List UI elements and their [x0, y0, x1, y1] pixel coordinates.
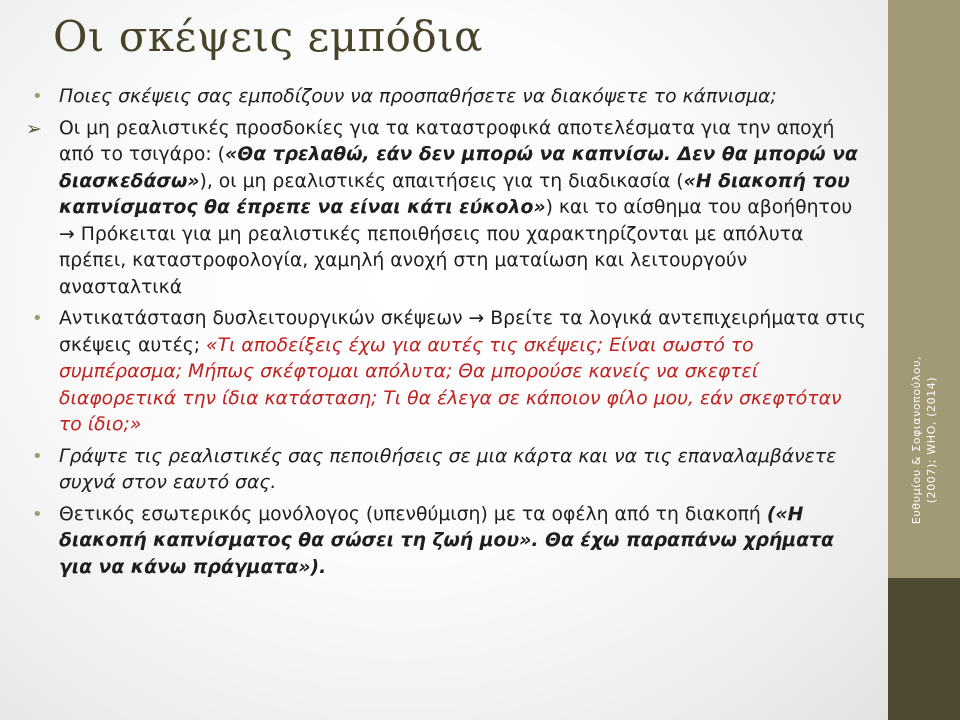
bullet-item-3: [30, 306, 870, 439]
sidebar-accent-dark: [888, 578, 960, 720]
bullet-text: [59, 306, 870, 439]
bullet-item-1: [30, 84, 870, 111]
bullet-text: [59, 116, 870, 302]
text-segment: Οι μη ρεαλιστικές προσδοκίες για τα καταστροφικά αποτελέσματα για την αποχή από το τσιγάρο: (: [59, 117, 835, 165]
bullet-dot-icon: •: [32, 445, 43, 467]
citation-line-2: (2007); WHO, (2014): [925, 376, 938, 504]
quote-segment: («Η διακοπή καπνίσματος θα σώσει τη ζωή μου». Θα έχω παραπάνω χρήματα για να κάνω πράγματα»).: [59, 503, 834, 578]
bullet-list: [26, 84, 870, 586]
bullet-item-5: [30, 502, 870, 582]
bullet-dot-icon: •: [32, 308, 43, 329]
red-quote-segment: «Τι αποδείξεις έχω για αυτές τις σκέψεις; Είναι σωστό το συμπέρασμα; Μήπως σκέφτομαι απόλυτα; Θα μπορούσε κανείς να σκεφτεί διαφορετικά την ίδια κατάσταση; Τι θα έλεγα σε κάποιον φίλο μου, εάν σκεφτόταν το ίδιο;»: [59, 334, 842, 435]
bullet-text: Ποιες σκέψεις σας εμποδίζουν να προσπαθήσετε να διακόψετε το κάπνισμα;: [59, 86, 777, 107]
bullet-item-2: [26, 116, 870, 302]
text-segment: Αντικατάσταση δυσλειτουργικών σκέψεων → Βρείτε τα λογικά αντεπιχειρήματα στις σκέψεις αυτές;: [59, 308, 866, 356]
bullet-text: Γράψτε τις ρεαλιστικές σας πεποιθήσεις σε μια κάρτα και να τις επαναλαμβάνετε συχνά στον εαυτό σας.: [59, 445, 837, 493]
quote-segment: «Η διακοπή του καπνίσματος θα έπρεπε να είναι κάτι εύκολο»: [59, 170, 850, 218]
citation-line-1: Ευθυμίου & Σοφιανοπούλου,: [910, 355, 923, 525]
text-segment: ), οι μη ρεαλιστικές απαιτήσεις για τη διαδικασία (: [199, 170, 684, 192]
citation-vertical: [909, 290, 939, 590]
text-segment: ) και το αίσθημα του αβοήθητου → Πρόκειται για μη ρεαλιστικές πεποιθήσεις που χαρακτηρίζονται με απόλυτα πρέπει, καταστροφολογία, χαμηλή ανοχή στη ματαίωση και λειτουργούν ανασταλτικά: [59, 197, 853, 298]
bullet-dot-icon: •: [32, 86, 43, 107]
arrow-bullet-icon: ➢: [26, 117, 42, 140]
quote-segment: «Θα τρελαθώ, εάν δεν μπορώ να καπνίσω. Δεν θα μπορώ να διασκεδάσω»: [59, 144, 858, 192]
slide-title: Οι σκέψεις εμπόδια: [53, 12, 484, 61]
text-segment: Θετικός εσωτερικός μονόλογος (υπενθύμιση) με τα οφέλη από τη διακοπή: [59, 503, 767, 525]
bullet-text: [59, 502, 870, 582]
bullet-dot-icon: •: [32, 503, 43, 525]
bullet-item-4: [30, 444, 870, 497]
